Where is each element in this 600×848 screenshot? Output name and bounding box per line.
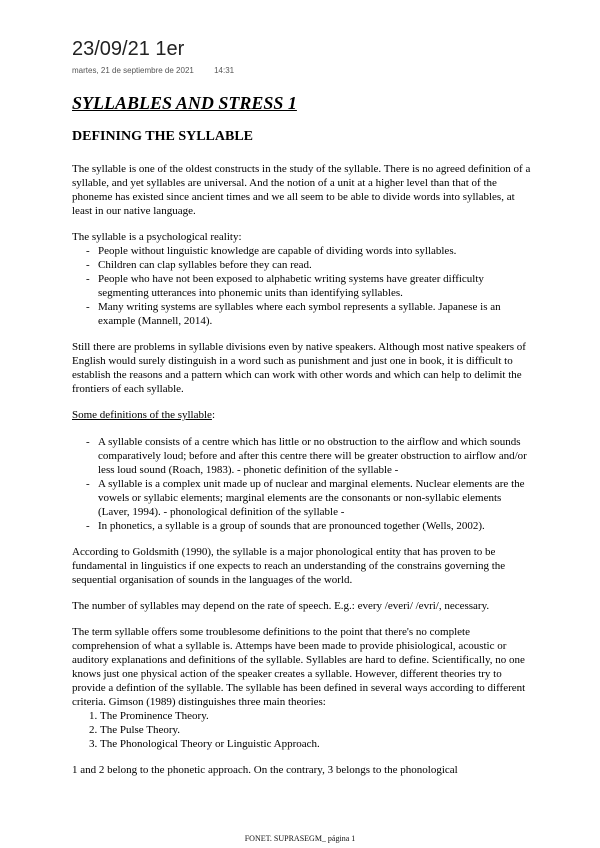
paragraph-approaches: 1 and 2 belong to the phonetic approach. On the contrary, 3 belongs to the phonological: [72, 764, 458, 776]
document-body: [72, 92, 532, 789]
list-item: - People who have not been exposed to alphabetic writing systems have greater difficulty segmenting utterances into phonemic units than identifying syllables.: [98, 272, 532, 300]
note-timestamp: [72, 66, 234, 75]
list-item: - Children can clap syllables before they can read.: [98, 258, 532, 272]
note-date: martes, 21 de septiembre de 2021: [72, 66, 194, 75]
note-title: 23/09/21 1er: [72, 38, 185, 60]
definitions-list: [72, 435, 532, 533]
theories-list: [72, 709, 532, 751]
list-item: - A syllable is a complex unit made up of nuclear and marginal elements. Nuclear elements are the vowels or syllabic elements; marginal elements are the consonants or non-syllabic elements (Laver, 1994). - phonological definition of the syllable -: [98, 477, 532, 519]
section-heading: DEFINING THE SYLLABLE: [72, 129, 254, 144]
paragraph-goldsmith: According to Goldsmith (1990), the syllable is a major phonological entity that has proven to be fundamental in linguistics if one expects to reach an understanding of the constrains governing the sequential organisation of sounds in the languages of the world.: [72, 546, 506, 586]
psychological-reality-intro: The syllable is a psychological reality:: [72, 231, 242, 243]
paragraph-intro: The syllable is one of the oldest constructs in the study of the syllable. There is no agreed definition of a syllable, and yet syllables are universal. And the notion of a unit at a higher level than that of the phoneme has existed since ancient times and we all seem to be able to divide words into syllables, at least in our native language.: [72, 163, 531, 217]
list-item: 1. The Prominence Theory.: [100, 709, 532, 723]
psychological-reality-list: [72, 244, 532, 328]
document-title: SYLLABLES AND STRESS 1: [72, 93, 297, 113]
list-item: - A syllable consists of a centre which has little or no obstruction to the airflow and which sounds comparatively loud; before and after this centre there will be greater obstruction to airflow and/or less loud sound (Roach, 1983). - phonetic definition of the syllable -: [98, 435, 532, 477]
list-item: - Many writing systems are syllables where each symbol represents a syllable. Japanese is an example (Mannell, 2014).: [98, 300, 532, 328]
paragraph-definitions-problem: The term syllable offers some troublesome definitions to the point that there's no complete comprehension of what a syllable is. Attemps have been made to provide phisiological, acoustic or auditory explanations and definitions of the syllable. Syllables are hard to define. Scientifically, no one knows just one physical action of the speaker creates a syllable. However, different theories try to provide a defintion of the syllable. The syllable has been defined in several ways according to different criteria. Gimson (1989) distinguishes three main theories:: [72, 626, 526, 708]
note-time: 14:31: [214, 66, 235, 75]
definitions-heading: Some definitions of the syllable: [72, 409, 212, 421]
page-footer: FONET. SUPRASEGM_ página 1: [244, 834, 356, 843]
definitions-heading-line: [72, 408, 532, 422]
paragraph-rate-of-speech: The number of syllables may depend on the rate of speech. E.g.: every /everi/ /evri/, necessary.: [72, 600, 490, 612]
definitions-heading-colon: :: [211, 409, 215, 421]
list-item: - In phonetics, a syllable is a group of sounds that are pronounced together (Wells, 2002).: [98, 519, 532, 533]
list-item: - People without linguistic knowledge are capable of dividing words into syllables.: [98, 244, 532, 258]
paragraph-syllable-division: Still there are problems in syllable divisions even by native speakers. Although most native speakers of English would surely distinguish in a word such as punishment and just one in book, it is difficult to establish the reasons and a pattern which can work with other words and which can help to delimit the frontiers of each syllable.: [72, 341, 526, 395]
list-item: 2. The Pulse Theory.: [100, 723, 532, 737]
list-item: 3. The Phonological Theory or Linguistic Approach.: [100, 737, 532, 751]
